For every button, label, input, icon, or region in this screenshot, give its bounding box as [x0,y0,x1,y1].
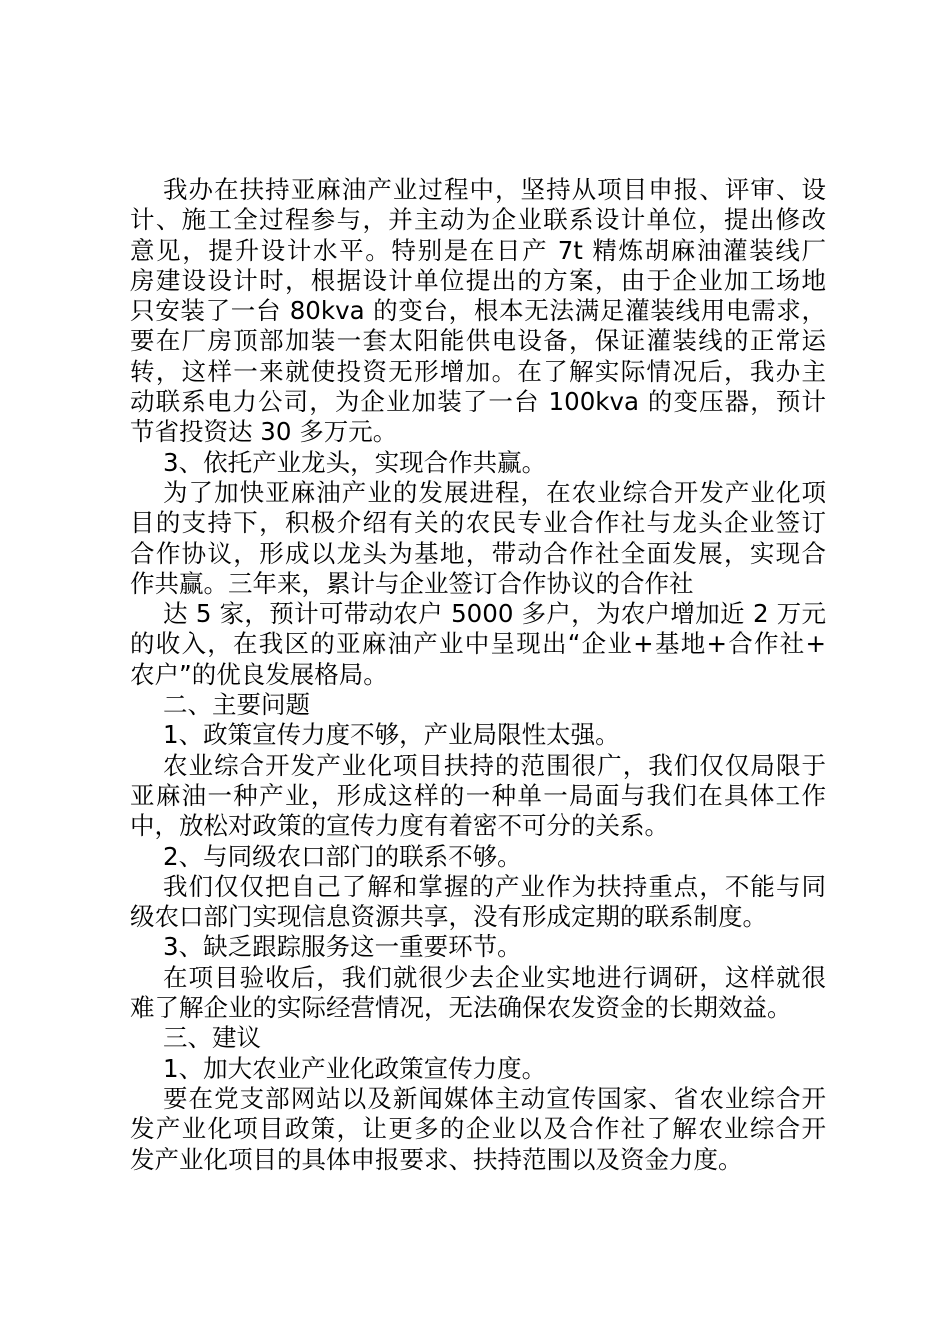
subheading-leading-enterprise [130,448,826,478]
text-line: 1、加大农业产业化政策宣传力度。 [163,1053,547,1083]
text-line: 农户”的优良发展格局。 [130,659,388,689]
text-line: 计、施工全过程参与，并主动为企业联系设计单位，提出修改 [130,205,826,235]
text-line: 在项目验收后，我们就很少去企业实地进行调研，这样就很 [163,962,826,992]
text-line: 发产业化项目的具体申报要求、扶持范围以及资金力度。 [130,1144,743,1174]
paragraph-department-contact [130,872,826,933]
paragraph-cooperation [130,478,826,599]
text-line: 农业综合开发产业化项目扶持的范围很广，我们仅仅局限于 [163,750,826,780]
subheading-department-contact [130,842,826,872]
section-heading-suggestions [130,1023,826,1053]
text-line: 3、依托产业龙头，实现合作共赢。 [163,447,547,477]
text-line: 难了解企业的实际经营情况，无法确保农发资金的长期效益。 [130,993,792,1023]
text-line: 发产业化项目政策，让更多的企业以及合作社了解农业综合开 [130,1114,826,1144]
paragraph-cooperation-results [130,599,826,690]
text-line: 二、主要问题 [163,690,310,720]
subheading-policy-publicity [130,720,826,750]
text-line: 节省投资达 30 多万元。 [130,417,398,447]
subheading-increase-publicity [130,1054,826,1084]
text-line: 要在党支部网站以及新闻媒体主动宣传国家、省农业综合开 [163,1083,826,1113]
text-line: 亚麻油一种产业，形成这样的一种单一局面与我们在具体工作 [130,780,826,810]
text-line: 我们仅仅把自己了解和掌握的产业作为扶持重点，不能与同 [163,871,826,901]
document-page [130,175,826,1175]
text-line: 目的支持下，积极介绍有关的农民专业合作社与龙头企业签订 [130,508,826,538]
text-line: 级农口部门实现信息资源共享，没有形成定期的联系制度。 [130,902,767,932]
text-line: 为了加快亚麻油产业的发展进程，在农业综合开发产业化项 [163,477,826,507]
text-line: 达 5 家，预计可带动农户 5000 多户，为农户增加近 2 万元 [163,599,826,629]
text-line: 中，放松对政策的宣传力度有着密不可分的关系。 [130,811,669,841]
text-line: 动联系电力公司，为企业加装了一台 100kva 的变压器，预计 [130,387,826,417]
paragraph-assistance-process [130,175,826,448]
text-line: 作共赢。三年来，累计与企业签订合作协议的合作社 [130,568,694,598]
text-line: 三、建议 [163,1023,261,1053]
text-line: 要在厂房顶部加装一套太阳能供电设备，保证灌装线的正常运 [130,326,826,356]
section-heading-main-problems [130,690,826,720]
text-line: 2、与同级农口部门的联系不够。 [163,841,522,871]
paragraph-follow-up-service [130,963,826,1024]
text-line: 3、缺乏跟踪服务这一重要环节。 [163,932,522,962]
paragraph-increase-publicity [130,1084,826,1175]
text-line: 房建设设计时，根据设计单位提出的方案，由于企业加工场地 [130,265,826,295]
text-line: 转，这样一来就使投资无形增加。在了解实际情况后，我办主 [130,356,826,386]
text-line: 意见，提升设计水平。特别是在日产 7t 精炼胡麻油灌装线厂 [130,235,826,265]
text-line: 合作协议，形成以龙头为基地，带动合作社全面发展，实现合 [130,538,826,568]
paragraph-policy-publicity [130,751,826,842]
subheading-follow-up-service [130,932,826,962]
text-line: 我办在扶持亚麻油产业过程中，坚持从项目申报、评审、设 [163,175,826,204]
text-line: 1、政策宣传力度不够，产业局限性太强。 [163,720,620,750]
text-line: 只安装了一台 80kva 的变台，根本无法满足灌装线用电需求， [130,296,826,326]
text-line: 的收入，在我区的亚麻油产业中呈现出“企业+基地+合作社+ [130,629,826,659]
